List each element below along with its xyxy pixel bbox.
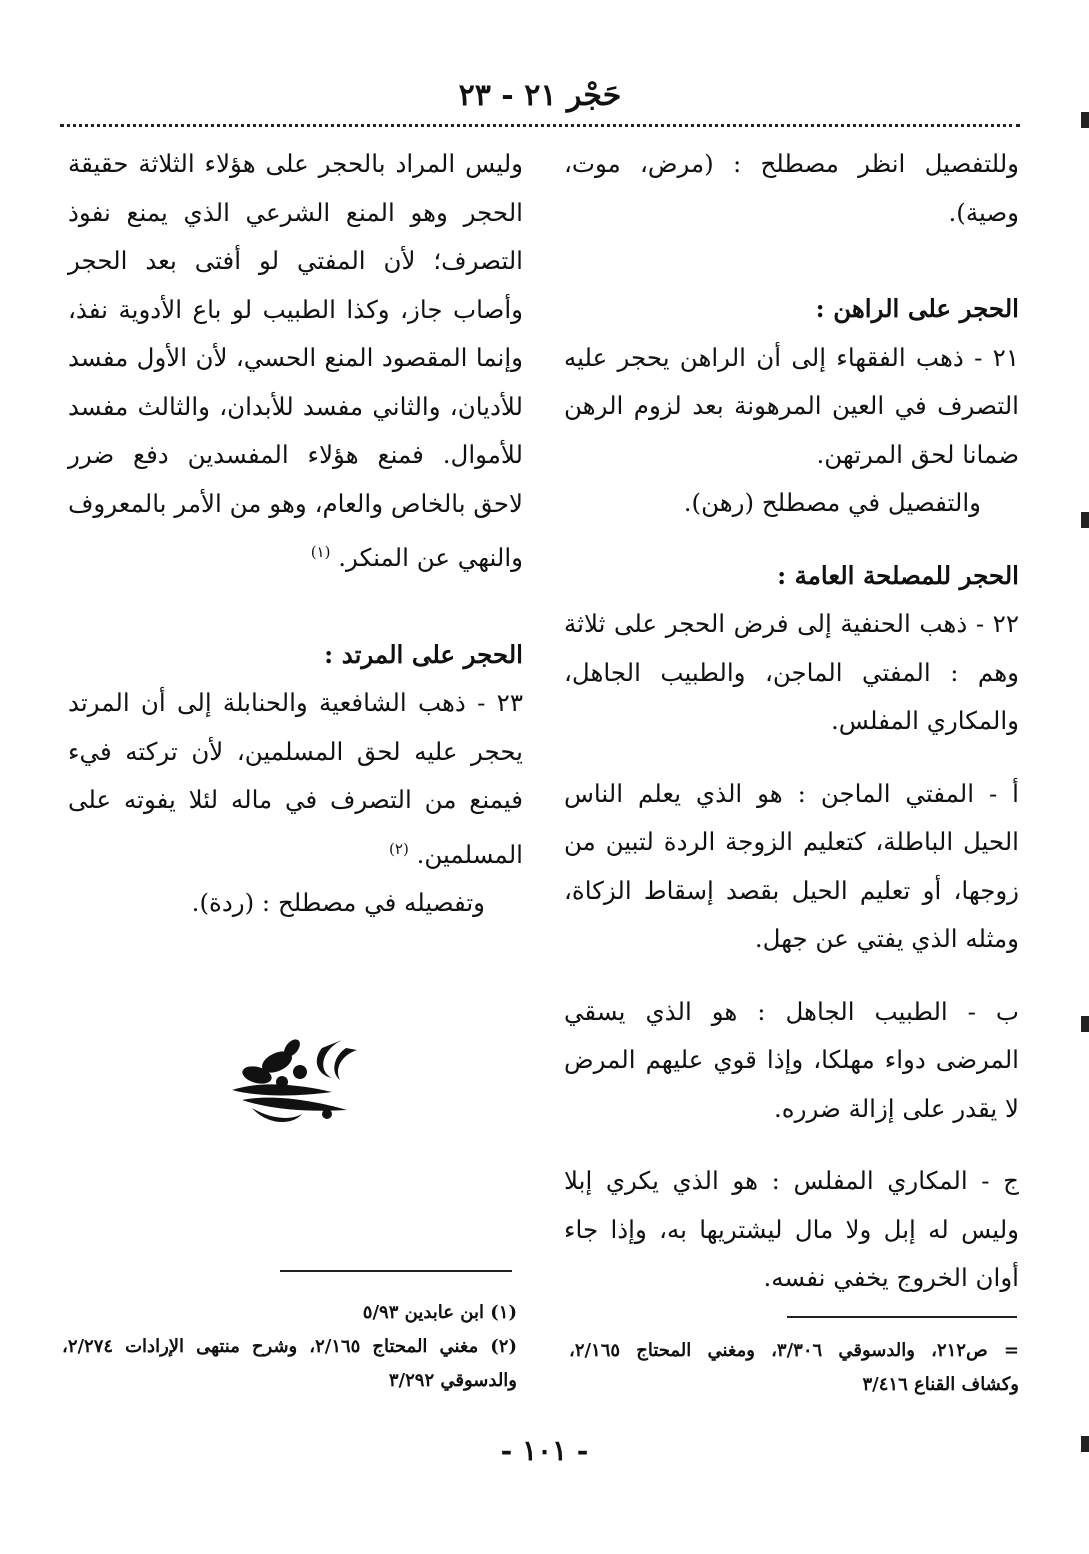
paragraph: ب - الطبيب الجاهل : هو الذي يسقي المرضى دواء مهلكا، وإذا قوي عليهم المرض لا يقدر على إزالة ضرره.: [564, 996, 1019, 1123]
footnote-ref: (١): [310, 543, 331, 561]
footnote: (٢) مغني المحتاج ٢/١٦٥، وشرح منتهى الإرادات ٢/٢٧٤، والدسوقي ٣/٢٩٢: [62, 1336, 517, 1391]
right-column: [564, 140, 1019, 1303]
paragraph: أ - المفتي الماجن : هو الذي يعلم الناس الحيل الباطلة، كتعليم الزوجة الردة لتبين من زوجها، أو تعليم الحيل بقصد إسقاط الزكاة، ومثله الذي يفتي عن جهل.: [564, 778, 1019, 953]
footnote: (١) ابن عابدين ٥/٩٣: [362, 1302, 517, 1323]
paragraph-text: ٢٣ - ذهب الشافعية والحنابلة إلى أن المرتد يحجر عليه لحق المسلمين، لأن تركته فيء فيمنع من التصرف في ماله لئلا يفوته على المسلمين.: [68, 688, 523, 869]
paragraph-text: وليس المراد بالحجر على هؤلاء الثلاثة حقيقة الحجر وهو المنع الشرعي الذي يمنع نفوذ التصرف؛ لأن المفتي لو أفتى بعد الحجر وأصاب جاز، وكذا الطبيب لو باع الأدوية نفذ، وإنما المقصود المنع الحسي، لأن الأول مفسد للأديان، والثاني مفسد للأبدان، والثالث مفسد للأموال. فمنع هؤلاء المفسدين دفع ضرر لاحق بالخاص والعام، وهو من الأمر بالمعروف والنهي عن المنكر.: [68, 149, 523, 573]
binder-mark: [1081, 1016, 1089, 1032]
header-dotted-rule: [60, 124, 1020, 127]
binder-mark: [1081, 112, 1089, 128]
paragraph: والتفصيل في مصطلح (رهن).: [683, 488, 981, 517]
section-heading: الحجر على المرتد :: [324, 639, 523, 669]
left-column: [68, 140, 523, 928]
paragraph: وتفصيله في مصطلح : (ردة).: [191, 888, 485, 918]
footnote-separator: [787, 1316, 1017, 1318]
paragraph: [68, 140, 523, 583]
page-header: [60, 78, 1020, 122]
footnotes-right: [569, 1334, 1019, 1402]
floral-ornament: [222, 1030, 362, 1130]
paragraph: [68, 679, 523, 879]
binder-mark: [1081, 1436, 1089, 1452]
section-heading: الحجر للمصلحة العامة :: [777, 560, 1019, 590]
paragraph: ج - المكاري المفلس : هو الذي يكري إبلا وليس له إبل ولا مال ليشتريها به، وإذا جاء أوان الخروج يخفي نفسه.: [564, 1166, 1019, 1292]
footnotes-left: [62, 1296, 517, 1398]
paragraph: وللتفصيل انظر مصطلح : (مرض، موت، وصية).: [564, 149, 1019, 227]
binder-mark: [1081, 512, 1089, 528]
section-heading: الحجر على الراهن :: [815, 294, 1019, 323]
paragraph: ٢٢ - ذهب الحنفية إلى فرض الحجر على ثلاثة وهم : المفتي الماجن، والطبيب الجاهل، والمكاري المفلس.: [564, 609, 1019, 735]
footnote-separator: [280, 1270, 512, 1272]
page-header-title: حَجْر ٢١ - ٢٣: [458, 78, 622, 113]
footnote-ref: (٢): [389, 839, 409, 858]
footnote: = ص٢١٢، والدسوقي ٣/٣٠٦، ومغني المحتاج ٢/١٦٥، وكشاف القناع ٣/٤١٦: [569, 1340, 1019, 1395]
page-number: - ١٠١ -: [500, 1434, 589, 1467]
paragraph: ٢١ - ذهب الفقهاء إلى أن الراهن يحجر عليه التصرف في العين المرهونة بعد لزوم الرهن ضمانا لحق المرتهن.: [564, 342, 1019, 469]
